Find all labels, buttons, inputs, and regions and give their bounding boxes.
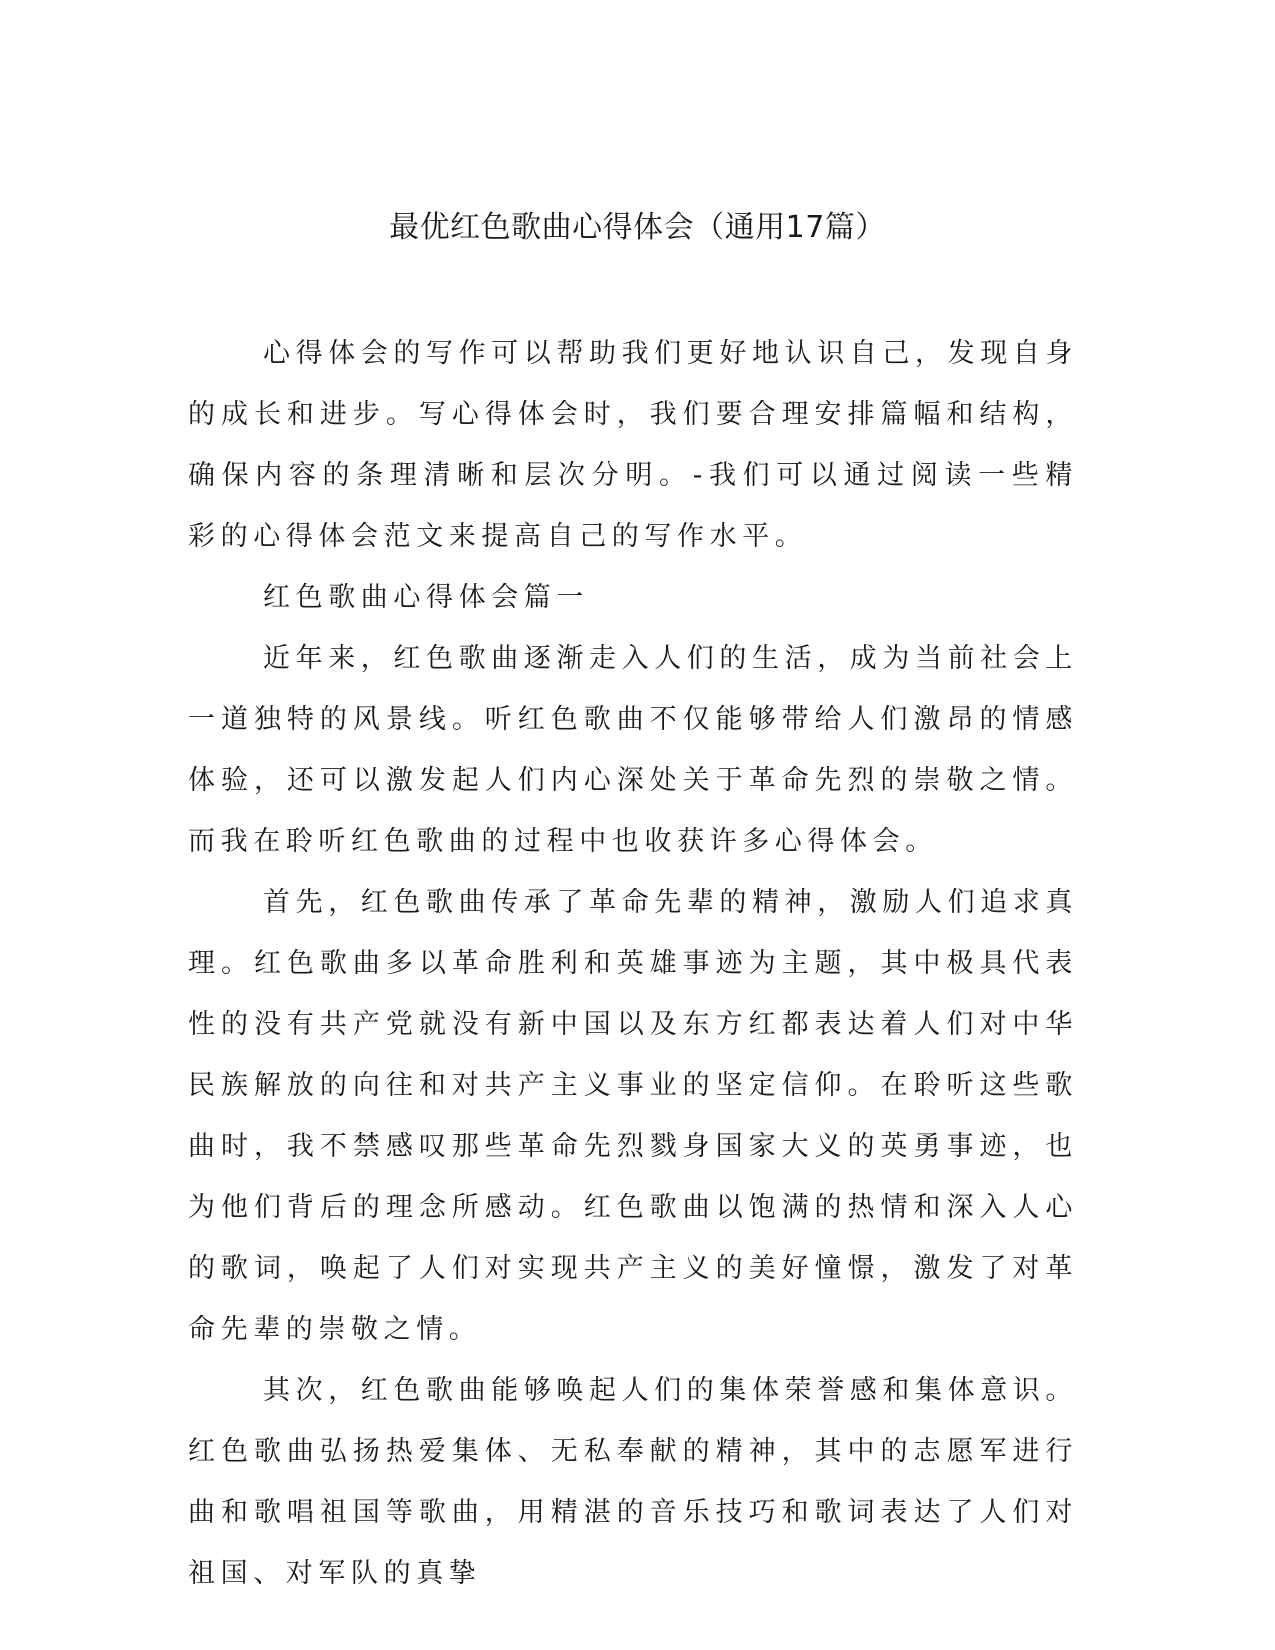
- body-paragraph: 其次，红色歌曲能够唤起人们的集体荣誉感和集体意识。红色歌曲弘扬热爱集体、无私奉献的精神，其中的志愿军进行曲和歌唱祖国等歌曲，用精湛的音乐技巧和歌词表达了人们对祖国、对军队的真挚: [188, 1375, 1078, 1589]
- document-title: 最优红色歌曲心得体会（通用17篇）: [389, 210, 886, 245]
- intro-paragraph: 心得体会的写作可以帮助我们更好地认识自己，发现自身的成长和进步。写心得体会时，我们要合理安排篇幅和结构，确保内容的条理清晰和层次分明。-我们可以通过阅读一些精彩的心得体会范文来提高自己的写作水平。: [188, 338, 1078, 552]
- body-paragraph: 近年来，红色歌曲逐渐走入人们的生活，成为当前社会上一道独特的风景线。听红色歌曲不仅能够带给人们激昂的情感体验，还可以激发起人们内心深处关于革命先烈的崇敬之情。而我在聆听红色歌曲的过程中也收获许多心得体会。: [188, 643, 1078, 857]
- document-body: [188, 323, 1078, 1604]
- body-paragraph: 首先，红色歌曲传承了革命先辈的精神，激励人们追求真理。红色歌曲多以革命胜利和英雄事迹为主题，其中极具代表性的没有共产党就没有新中国以及东方红都表达着人们对中华民族解放的向往和对共产主义事业的坚定信仰。在聆听这些歌曲时，我不禁感叹那些革命先烈戮身国家大义的英勇事迹，也为他们背后的理念所感动。红色歌曲以饱满的热情和深入人心的歌词，唤起了人们对实现共产主义的美好憧憬，激发了对革命先辈的崇敬之情。: [188, 887, 1078, 1345]
- section-heading: 红色歌曲心得体会篇一: [263, 582, 589, 613]
